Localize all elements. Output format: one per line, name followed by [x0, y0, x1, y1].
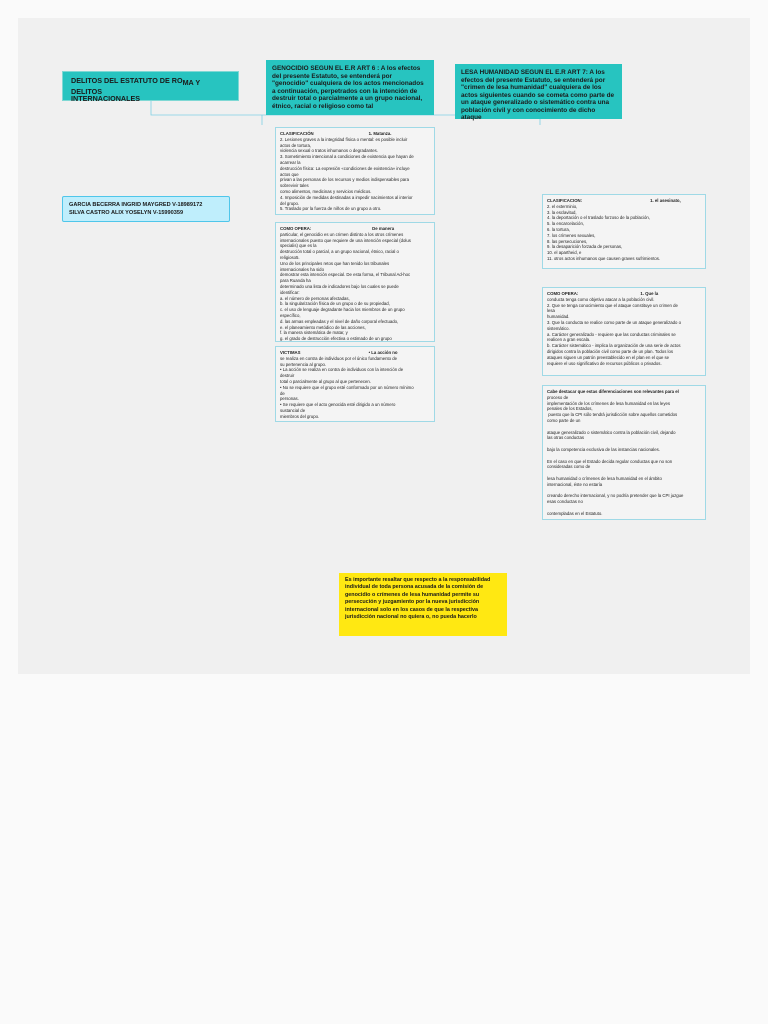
text-line: realicen a gran escala.	[547, 337, 591, 343]
genocide-classification-box	[275, 127, 435, 215]
text-line: Cabe destacar que estas diferenciaciones son relevantes para el	[547, 389, 679, 394]
humanity-header: LESA HUMANIDAD SEGUN EL E.R ART 7: A los efectos del presente Estatuto, se entenderá por "crimen de lesa humanidad" cualquiera de los actos siguientes cuando se cometa como parte de un ataque generalizado o sistemático contra una población civil y con conocimiento de dicho ataque	[455, 64, 622, 119]
text-line: personas.	[280, 396, 299, 402]
text-line: como alimentos, medicinas y servicios médicos.	[280, 188, 372, 194]
text-line: 4. la deportación o el traslado forzoso de la población,	[547, 215, 650, 221]
text-line: 5. Traslado por la fuerza de niños de un grupo a otro.	[280, 206, 382, 212]
text-line: consideradas como de	[547, 464, 591, 470]
genocide-victims-text	[280, 350, 430, 420]
text-line: lesa humanidad o crímenes de lesa humanidad en el ámbito	[547, 475, 662, 481]
text-line: privan a las personas de los recursos y medios indispensables para	[280, 177, 409, 183]
text-line: proceso de	[547, 394, 569, 400]
text-line: VICTIMAS • La acción no	[280, 350, 398, 355]
text-line: puesto que la CPI sólo tendrá jurisdicción sobre aquellos cometidos	[547, 412, 678, 418]
text-line: 3. la esclavitud,	[547, 209, 577, 215]
text-line: 2. el exterminio,	[547, 203, 578, 209]
genocide-operation-text	[280, 226, 430, 342]
text-line: demostrar esta intención especial. De esta forma, el Tribunal Ad-hoc	[280, 272, 411, 278]
text-line: 3. Que la conducta se realice como parte de un ataque generalizado o	[547, 319, 682, 325]
text-line: religioso5.	[280, 254, 300, 260]
text-line: d. las armas empleadas y el nivel de daño corporal efectuado,	[280, 318, 399, 324]
text-line: 5. la encarcelación,	[547, 221, 585, 227]
text-line: su pertenencia al grupo.	[280, 361, 327, 367]
text-line: internacional, éste no estaría	[547, 481, 603, 487]
humanity-operation-text	[547, 291, 701, 366]
text-line: ataques siguen un patrón preestablecido en el plan en el que se	[547, 354, 670, 360]
text-line: actos que	[280, 171, 299, 177]
text-line: para Ruanda ha	[280, 278, 311, 284]
text-line: determinado una lista de indicadores bajo los cuales se puede	[280, 283, 399, 289]
text-line: CLASIFICACIÓN 1. Matanza.	[280, 131, 392, 136]
text-line: destruir	[280, 373, 295, 379]
text-line: 4. Imposición de medidas destinadas a impedir nacimientos al interior	[280, 194, 413, 200]
text-line: actos de tortura,	[280, 142, 312, 148]
text-line: 9. la desaparición forzada de personas,	[547, 244, 623, 250]
text-line: CLASIFICACION: 1. el asesinato,	[547, 198, 681, 203]
text-line: 6. la tortura,	[547, 226, 570, 232]
text-line: acarrear la	[280, 159, 301, 165]
text-line: miembros del grupo.	[280, 413, 320, 419]
genocide-victims-box	[275, 346, 435, 422]
text-line: COMO OPERA: 1. Que la	[547, 291, 659, 296]
text-line: a. el número de personas afectadas,	[280, 295, 350, 301]
humanity-classification-text	[547, 198, 701, 262]
text-line: 2. Lesiones graves a la integridad física o mental: es posible incluir	[280, 136, 408, 142]
text-line: e. el planeamiento metódico de las acciones,	[280, 324, 366, 330]
text-line: se realiza en contra de individuos por el único fundamento de	[280, 355, 398, 361]
text-line: COMO OPERA: De manera	[280, 226, 395, 231]
text-line: sistemático.	[547, 325, 570, 331]
text-line: particular, el genocidio es un crimen distinto a los otros crímenes	[280, 231, 404, 237]
text-line: g. el grado de destrucción efectiva o estimado de un grupo	[280, 336, 392, 342]
humanity-operation-box	[542, 287, 706, 376]
text-line: b. la singularización física de un grupo o de su propiedad,	[280, 301, 390, 307]
text-line: En el caso en que el Estado decida regular conductas que no son	[547, 458, 673, 464]
text-line: • No se requiere que el grupo esté conformado por un número mínimo	[280, 384, 414, 390]
text-line: 11. otros actos inhumanos que causen graves sufrimientos.	[547, 255, 661, 261]
genocide-classification-text	[280, 131, 430, 212]
text-line: sobrevivir tales	[280, 183, 309, 189]
humanity-notes-box	[542, 385, 706, 520]
text-line: f. la manera sistemática de matar, y	[280, 330, 348, 336]
student-name-1: GARCIA BECERRA INGRID MAYGRED V-18989172	[69, 202, 203, 208]
text-line: • La acción se realiza en contra de individuos con la intención de	[280, 367, 404, 373]
text-line: • Se requiere que el acto genocida esté dirigido a un número	[280, 402, 396, 408]
text-line: dirigidos contra la población civil como parte de un plan. Todos los	[547, 348, 674, 354]
student-names	[62, 196, 230, 222]
genocide-operation-box	[275, 222, 435, 342]
text-line: contempladas en el Estatuto.	[547, 510, 603, 516]
text-line: 3. Sometimiento intencional a condiciones de existencia que hayan de	[280, 154, 414, 160]
text-line: las otras conductas	[547, 435, 585, 441]
text-line: de	[280, 390, 285, 396]
text-line: del grupo.	[280, 200, 300, 206]
main-title: DELITOS DEL ESTATUTO DE ROMA Y DELITOS INTERNACIONALES	[62, 71, 239, 101]
text-line: destrucción total o parcial, a un grupo nacional, étnico, racial o	[280, 249, 399, 255]
text-line: a. Carácter generalizado - requiere que las conductas criminales se	[547, 331, 676, 337]
text-line: penales de los Estados,	[547, 406, 593, 412]
humanity-notes-text	[547, 389, 701, 517]
text-line: c. el uso de lenguaje degradante hacia los miembros de un grupo	[280, 307, 405, 313]
text-line: violencia sexual o tratos inhumanos o degradantes.	[280, 148, 378, 154]
text-line: 7. los crímenes sexuales,	[547, 232, 596, 238]
text-line: bajo la competencia exclusiva de las instancias nacionales.	[547, 446, 660, 452]
humanity-classification-box	[542, 194, 706, 269]
text-line: Uno de los principales retos que han tenido los tribunales	[280, 260, 390, 266]
text-line: internacionales puesto que requiere de una intención especial (dolus	[280, 237, 411, 243]
text-line: 10. el apartheid, e	[547, 250, 582, 256]
text-line: implementación de los crímenes de lesa humanidad en las leyes	[547, 400, 671, 406]
text-line: identificar:	[280, 289, 300, 295]
student-name-2: SILVA CASTRO ALIX YOSELYN V-15990359	[69, 209, 184, 216]
text-line: destrucción física: La expresión «condiciones de existencia» incluye	[280, 165, 410, 171]
text-line: conducta tenga como objetivo atacar a la población civil.	[547, 296, 655, 302]
text-line: como parte de un	[547, 417, 581, 423]
text-line: lesa	[547, 308, 555, 314]
text-line: total o parcialmente al grupo al que pertenecen.	[280, 378, 372, 384]
text-line: internacionales ha sido	[280, 266, 324, 272]
text-line: humanidad.	[547, 314, 570, 320]
text-line: esas conductas no	[547, 499, 583, 505]
text-line: creando derecho internacional, y no podría pretender que la CPI juzgue	[547, 493, 684, 499]
text-line: b. Carácter sistemático - implica la organización de una serie de actos	[547, 343, 681, 349]
text-line: 2. Que se tenga conocimiento que el ataque constituye un crimen de	[547, 302, 678, 308]
text-line: 8. las persecuciones,	[547, 238, 588, 244]
conclusion-note: Es importante resaltar que respecto a la responsabilidad individual de toda persona acusada de la comisión de genocidio o crímenes de lesa humanidad permite su persecución y juzgamiento por la nueva jurisdicción internacional solo en los casos de que la respectiva jurisdicción nacional no quiera o, no pueda hacerlo	[339, 573, 507, 636]
text-line: específico,	[280, 312, 301, 318]
genocide-header: GENOCIDIO SEGUN EL E.R ART 6 : A los efectos del presente Estatuto, se entenderá por "genocidio" cualquiera de los actos mencionados a continuación, perpetrados con la intención de destruir total o parcialmente a un grupo nacional, étnico, racial o religioso como tal	[266, 60, 434, 115]
text-line: sustancial de	[280, 407, 306, 413]
text-line: requiere el uso significativo de recursos públicos o privados.	[547, 360, 662, 366]
text-line: specialis) que es la	[280, 243, 317, 249]
text-line: ataque generalizado o sistemático contra la población civil, dejando	[547, 429, 676, 435]
